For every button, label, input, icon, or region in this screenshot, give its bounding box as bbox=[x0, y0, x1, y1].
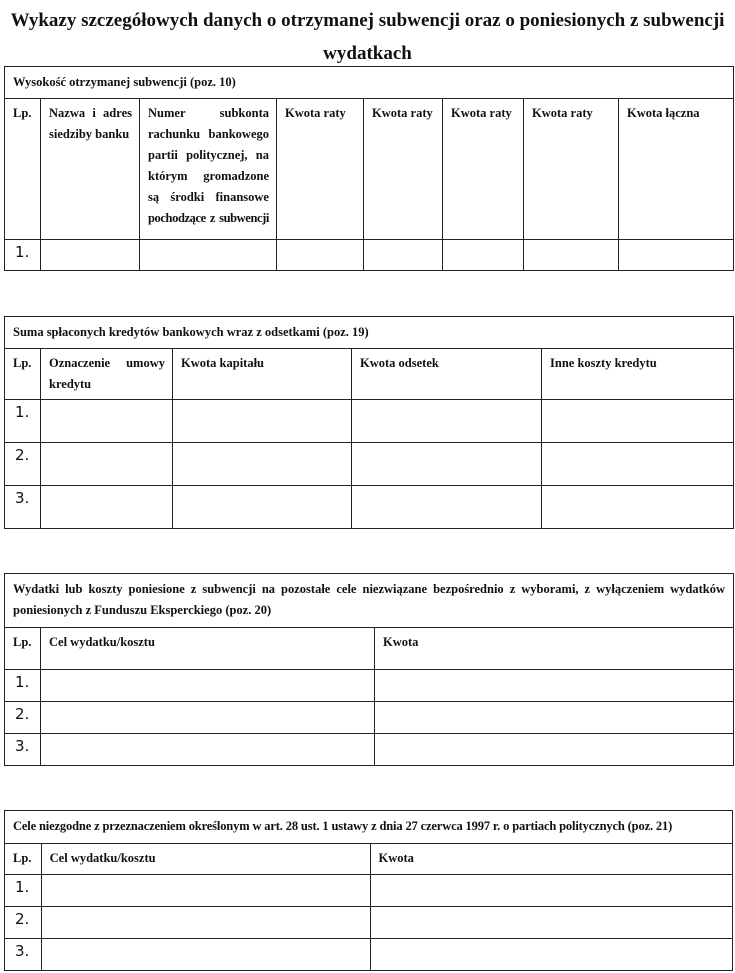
loans-table-caption: Suma spłaconych kredytów bankowych wraz z odsetkami (poz. 19) bbox=[5, 317, 734, 349]
subsidy-table-caption: Wysokość otrzymanej subwencji (poz. 10) bbox=[5, 67, 734, 99]
column-header-amount: Kwota bbox=[375, 628, 734, 670]
table-row bbox=[5, 443, 734, 486]
row-number: 1. bbox=[5, 670, 41, 702]
other-expenses-table bbox=[4, 573, 734, 766]
interest-cell[interactable] bbox=[352, 443, 542, 486]
column-header-installment-3: Kwota raty bbox=[443, 99, 524, 240]
column-header-total: Kwota łączna bbox=[619, 99, 734, 240]
interest-cell[interactable] bbox=[352, 400, 542, 443]
table-row bbox=[5, 486, 734, 529]
column-header-purpose: Cel wydatku/kosztu bbox=[41, 844, 370, 875]
installment-cell[interactable] bbox=[364, 240, 443, 271]
table-row bbox=[5, 702, 734, 734]
purpose-cell[interactable] bbox=[41, 670, 375, 702]
other-costs-cell[interactable] bbox=[542, 443, 734, 486]
page-title: Wykazy szczegółowych danych o otrzymanej subwencji oraz o poniesionych z subwencji wydatkach bbox=[10, 10, 725, 64]
subaccount-cell[interactable] bbox=[140, 240, 277, 271]
purpose-cell[interactable] bbox=[41, 875, 370, 907]
agreement-cell[interactable] bbox=[41, 443, 173, 486]
column-header-purpose: Cel wydatku/kosztu bbox=[41, 628, 375, 670]
agreement-cell[interactable] bbox=[41, 400, 173, 443]
table-row bbox=[5, 670, 734, 702]
column-header-bank: Nazwa i adres siedziby banku bbox=[41, 99, 140, 240]
column-header-interest: Kwota odsetek bbox=[352, 349, 542, 400]
table-row bbox=[5, 907, 733, 939]
column-header-lp: Lp. bbox=[5, 628, 41, 670]
table-row bbox=[5, 875, 733, 907]
table-row bbox=[5, 400, 734, 443]
subaccount-header-line: są środki finansowe bbox=[148, 190, 269, 204]
column-header-subaccount bbox=[140, 99, 277, 240]
amount-cell[interactable] bbox=[375, 734, 734, 766]
other-costs-cell[interactable] bbox=[542, 400, 734, 443]
capital-cell[interactable] bbox=[173, 443, 352, 486]
amount-cell[interactable] bbox=[370, 939, 733, 971]
table-row bbox=[5, 240, 734, 271]
capital-cell[interactable] bbox=[173, 486, 352, 529]
purpose-cell[interactable] bbox=[41, 702, 375, 734]
row-number: 2. bbox=[5, 907, 42, 939]
installment-cell[interactable] bbox=[277, 240, 364, 271]
subaccount-header-line: pochodzące z subwencji bbox=[148, 211, 269, 225]
subaccount-header-line: rachunku bankowego bbox=[148, 127, 269, 141]
agreement-cell[interactable] bbox=[41, 486, 173, 529]
column-header-other-costs: Inne koszty kredytu bbox=[542, 349, 734, 400]
amount-cell[interactable] bbox=[370, 875, 733, 907]
subaccount-header-line: partii politycznej, na bbox=[148, 148, 269, 162]
row-number: 3. bbox=[5, 939, 42, 971]
amount-cell[interactable] bbox=[375, 670, 734, 702]
column-header-installment-1: Kwota raty bbox=[277, 99, 364, 240]
capital-cell[interactable] bbox=[173, 400, 352, 443]
row-number: 2. bbox=[5, 443, 41, 486]
interest-cell[interactable] bbox=[352, 486, 542, 529]
amount-cell[interactable] bbox=[375, 702, 734, 734]
row-number: 3. bbox=[5, 486, 41, 529]
subaccount-header-line: Numer subkonta bbox=[148, 106, 269, 120]
amount-cell[interactable] bbox=[370, 907, 733, 939]
noncompliant-table-caption: Cele niezgodne z przeznaczeniem określonym w art. 28 ust. 1 ustawy z dnia 27 czerwca 1997 r. o partiach politycznych (poz. 21) bbox=[5, 811, 733, 844]
table-row bbox=[5, 734, 734, 766]
column-header-agreement: Oznaczenie umowy kredytu bbox=[41, 349, 173, 400]
purpose-cell[interactable] bbox=[41, 939, 370, 971]
column-header-lp: Lp. bbox=[5, 844, 42, 875]
column-header-amount: Kwota bbox=[370, 844, 733, 875]
subsidy-table bbox=[4, 66, 734, 271]
subaccount-header-line: którym gromadzone bbox=[148, 169, 269, 183]
column-header-installment-4: Kwota raty bbox=[524, 99, 619, 240]
column-header-lp: Lp. bbox=[5, 349, 41, 400]
purpose-cell[interactable] bbox=[41, 907, 370, 939]
noncompliant-table bbox=[4, 810, 733, 971]
column-header-installment-2: Kwota raty bbox=[364, 99, 443, 240]
purpose-cell[interactable] bbox=[41, 734, 375, 766]
bank-cell[interactable] bbox=[41, 240, 140, 271]
installment-cell[interactable] bbox=[443, 240, 524, 271]
total-cell[interactable] bbox=[619, 240, 734, 271]
table-row bbox=[5, 939, 733, 971]
row-number: 1. bbox=[5, 875, 42, 907]
column-header-lp: Lp. bbox=[5, 99, 41, 240]
installment-cell[interactable] bbox=[524, 240, 619, 271]
column-header-capital: Kwota kapitału bbox=[173, 349, 352, 400]
row-number: 2. bbox=[5, 702, 41, 734]
row-number: 1. bbox=[5, 400, 41, 443]
other-expenses-table-caption: Wydatki lub koszty poniesione z subwencji na pozostałe cele niezwiązane bezpośrednio z wyborami, z wyłączeniem wydatków poniesionych z Funduszu Eksperckiego (poz. 20) bbox=[5, 574, 734, 628]
row-number: 3. bbox=[5, 734, 41, 766]
other-costs-cell[interactable] bbox=[542, 486, 734, 529]
loans-table bbox=[4, 316, 734, 529]
row-number: 1. bbox=[5, 240, 41, 271]
